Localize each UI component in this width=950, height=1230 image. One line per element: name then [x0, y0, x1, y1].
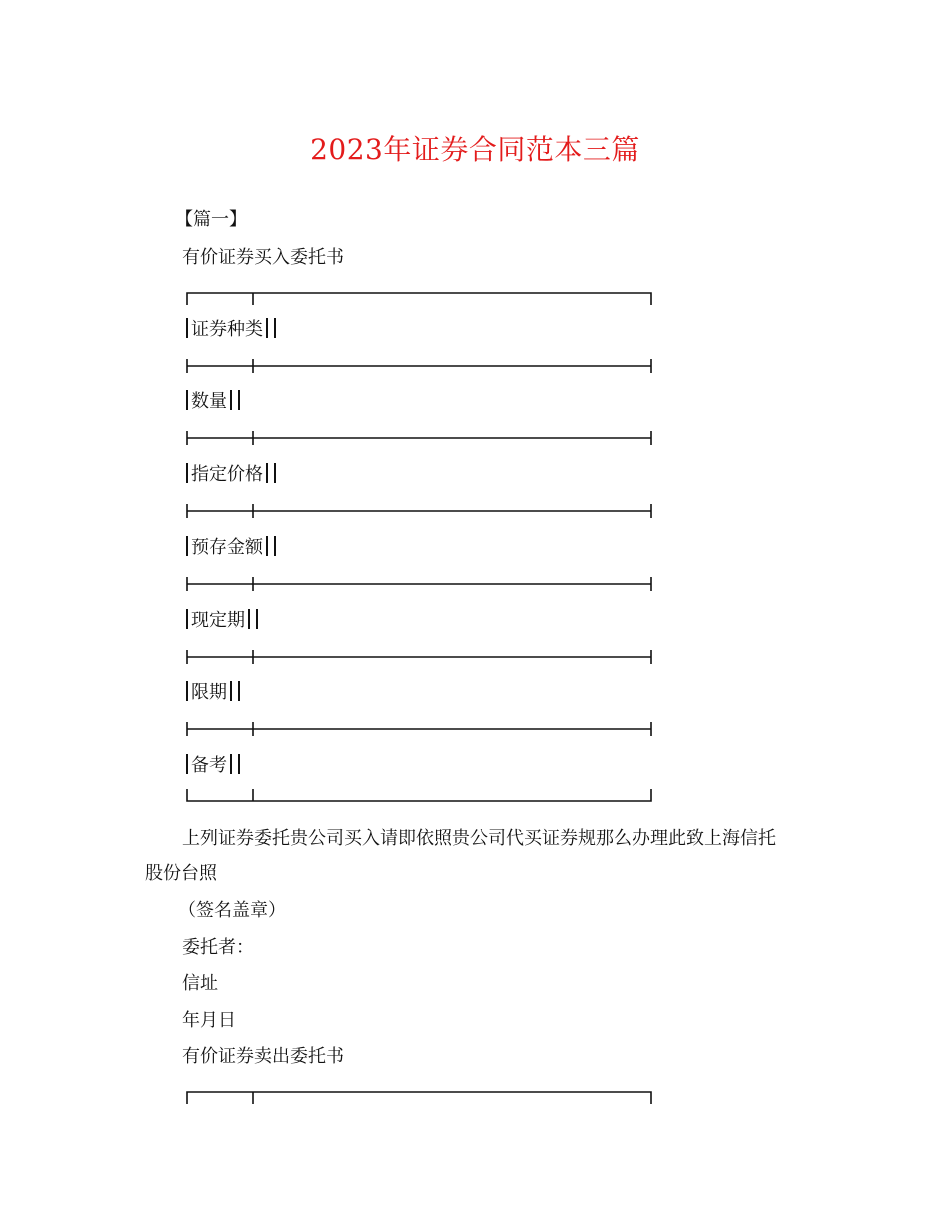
table-divider — [186, 504, 652, 518]
form-sell-title: 有价证券卖出委托书 — [182, 1046, 344, 1067]
signature-note: （签名盖章） — [178, 900, 286, 921]
table-divider — [186, 577, 652, 591]
row-label-deposit-amount: 预存金额 — [191, 537, 263, 558]
table-row — [186, 681, 243, 705]
row-label-fixed-term: 现定期 — [191, 610, 245, 631]
table-row — [186, 463, 279, 487]
table-divider — [186, 650, 652, 664]
date-label: 年月日 — [182, 1010, 236, 1031]
table-row — [186, 318, 279, 342]
principal-label: 委托者： — [182, 937, 254, 958]
row-label-securities-type: 证券种类 — [191, 319, 263, 340]
table-row — [186, 390, 243, 414]
row-label-limit-price: 指定价格 — [191, 464, 263, 485]
table-row — [186, 609, 261, 633]
paragraph-line-2: 股份台照 — [145, 863, 217, 884]
row-label-time-limit: 限期 — [191, 682, 227, 703]
table-row — [186, 754, 243, 778]
paragraph-line-1: 上列证券委托贵公司买入请即依照贵公司代买证券规那么办理此致上海信托 — [182, 828, 776, 849]
row-label-remarks: 备考 — [191, 755, 227, 776]
table-divider — [186, 722, 652, 736]
document-title: 2023年证券合同范本三篇 — [310, 133, 640, 166]
table-divider — [186, 431, 652, 445]
address-label: 信址 — [182, 973, 218, 994]
table-divider — [186, 359, 652, 373]
section-label: 【篇一】 — [175, 209, 247, 230]
table-top-border — [186, 1090, 652, 1104]
table-row — [186, 536, 279, 560]
table-bottom-border — [186, 789, 652, 803]
form-buy-title: 有价证券买入委托书 — [182, 247, 344, 268]
row-label-quantity: 数量 — [191, 391, 227, 412]
table-top-border — [186, 291, 652, 305]
